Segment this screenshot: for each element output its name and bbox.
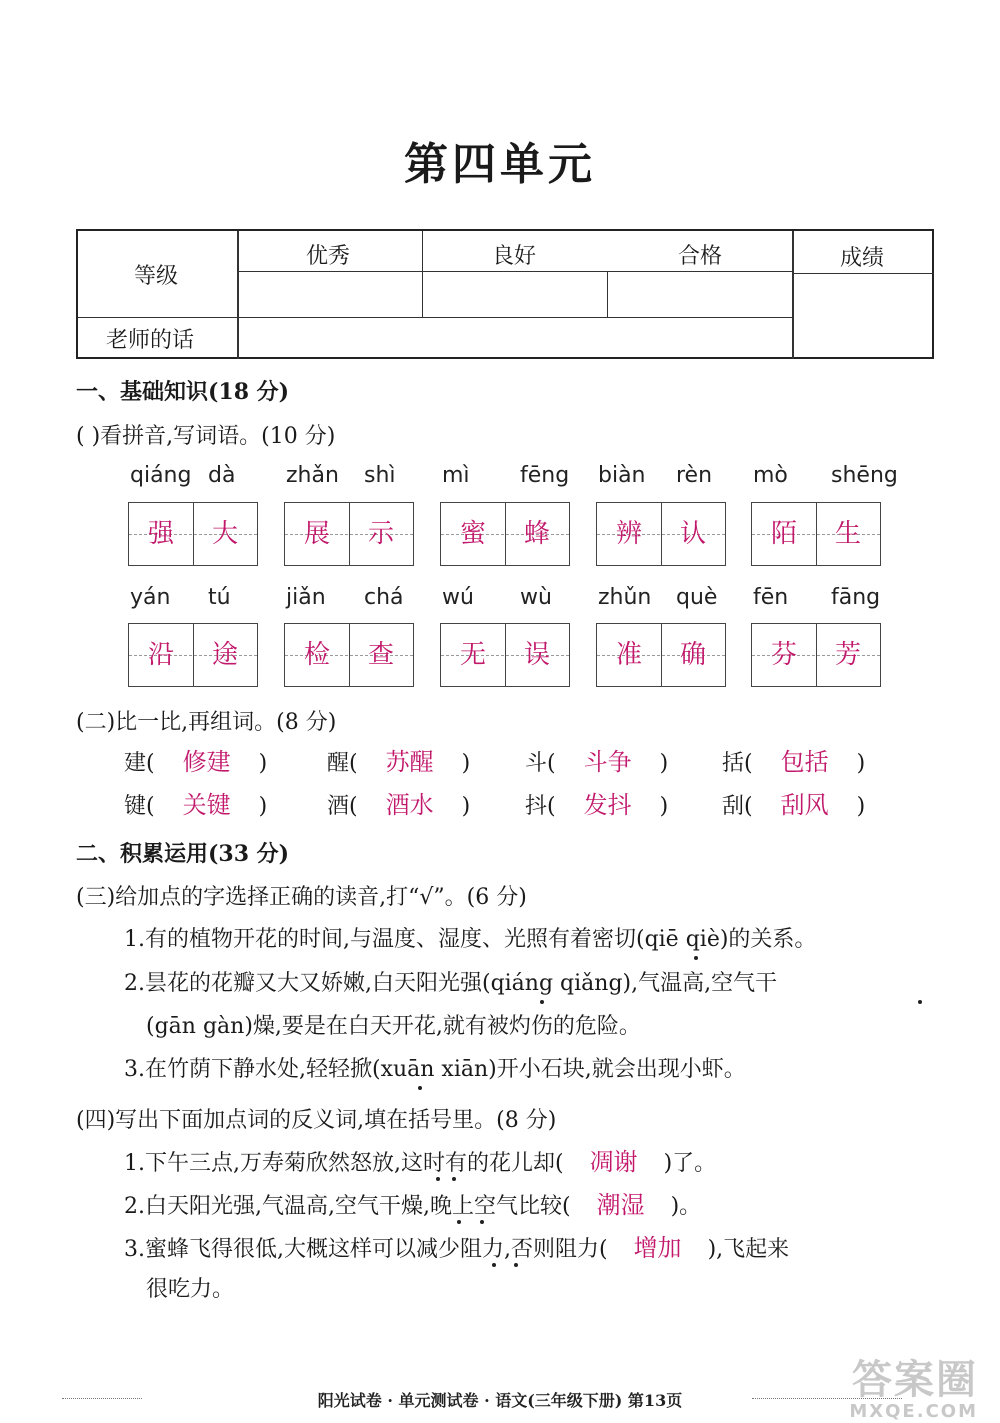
- q1-heading: ( )看拼音,写词语。(10 分): [76, 424, 336, 449]
- teacher-comment-label: 老师的话: [106, 328, 195, 353]
- pair-answer: 包括: [780, 748, 829, 776]
- compare-pair: [327, 793, 470, 818]
- pair-close: ): [258, 751, 268, 776]
- answer-character: 陌: [770, 519, 797, 549]
- writing-grid-box: [751, 623, 881, 687]
- compare-pair: [124, 750, 267, 775]
- watermark-line2: MXQE.COM: [849, 1401, 978, 1422]
- pinyin-syllable: dà: [208, 463, 236, 488]
- level-label: 等级: [134, 264, 179, 289]
- emphasis-dot: [480, 1220, 484, 1224]
- pair-answer: 修建: [182, 748, 231, 776]
- pair-answer: 苏醒: [385, 748, 434, 776]
- answer-character: 查: [367, 640, 394, 670]
- pinyin-syllable: zhǎn: [286, 463, 339, 488]
- writing-grid-box: [284, 623, 414, 687]
- pair-character: 抖(: [525, 794, 556, 819]
- compare-pair: [722, 793, 865, 818]
- pinyin-syllable: biàn: [598, 463, 646, 488]
- q4-s3-close: ),飞起来: [707, 1237, 790, 1262]
- pair-close: ): [856, 794, 866, 819]
- section-basic-knowledge: 一、基础知识(18 分): [76, 379, 290, 405]
- q4-s1-close: )了。: [663, 1151, 717, 1176]
- pair-answer: 酒水: [385, 791, 434, 819]
- emphasis-dot: [514, 1263, 518, 1267]
- emphasis-dot: [436, 1177, 440, 1181]
- q4-s1-answer: 凋谢: [589, 1148, 638, 1176]
- answer-character: 芳: [834, 640, 861, 670]
- pinyin-syllable: shēng: [831, 463, 898, 488]
- q3-line-2: 2.昙花的花瓣又大又娇嫩,白天阳光强(qiáng qiǎng),气温高,空气干: [124, 971, 778, 996]
- compare-pair: [525, 793, 668, 818]
- section-accumulation: 二、积累运用(33 分): [76, 841, 290, 867]
- q4-s3-answer: 增加: [633, 1234, 682, 1262]
- watermark-line1: 答案圈: [852, 1357, 978, 1403]
- emphasis-dot: [418, 1086, 422, 1090]
- pair-close: ): [659, 751, 669, 776]
- q3-line-1: 1.有的植物开花的时间,与温度、湿度、光照有着密切(qiē qiè)的关系。: [124, 927, 817, 952]
- pinyin-syllable: què: [676, 585, 718, 610]
- emphasis-dot: [540, 1000, 544, 1004]
- pinyin-syllable: yán: [130, 585, 171, 610]
- writing-grid-box: [440, 623, 570, 687]
- pair-character: 酒(: [327, 794, 358, 819]
- grade-table: [76, 229, 934, 359]
- pair-answer: 斗争: [583, 748, 632, 776]
- page-footer: 阳光试卷 · 单元测试卷 · 语文(三年级下册) 第13页: [317, 1391, 683, 1410]
- answer-character: 蜂: [523, 519, 550, 549]
- writing-grid-box: [284, 502, 414, 566]
- q3-heading: (三)给加点的字选择正确的读音,打“√”。(6 分): [76, 885, 527, 910]
- q4-heading: (四)写出下面加点词的反义词,填在括号里。(8 分): [76, 1108, 557, 1133]
- pair-close: ): [461, 794, 471, 819]
- writing-grid-box: [596, 502, 726, 566]
- pair-character: 醒(: [327, 751, 358, 776]
- pinyin-syllable: fēn: [753, 585, 789, 610]
- pinyin-syllable: mò: [753, 463, 788, 488]
- answer-character: 蜜: [459, 519, 486, 549]
- pinyin-syllable: chá: [364, 585, 404, 610]
- pair-close: ): [856, 751, 866, 776]
- good-label: 良好: [492, 244, 537, 269]
- emphasis-dot: [457, 1220, 461, 1224]
- writing-grid-box: [596, 623, 726, 687]
- pair-character: 建(: [124, 751, 155, 776]
- q4-sentence-2: [124, 1193, 701, 1218]
- answer-character: 误: [523, 640, 550, 670]
- writing-grid-box: [440, 502, 570, 566]
- pinyin-syllable: tú: [208, 585, 231, 610]
- pair-character: 刮(: [722, 794, 753, 819]
- pair-close: ): [258, 794, 268, 819]
- answer-character: 准: [615, 640, 642, 670]
- q4-s2-answer: 潮湿: [596, 1191, 645, 1219]
- answer-character: 途: [211, 640, 238, 670]
- page-title: 第四单元: [404, 139, 596, 190]
- score-label: 成绩: [840, 246, 885, 271]
- pair-close: ): [461, 751, 471, 776]
- pass-label: 合格: [678, 244, 723, 269]
- watermark-logo: [849, 1348, 978, 1422]
- pair-character: 斗(: [525, 751, 556, 776]
- answer-character: 展: [303, 519, 330, 549]
- writing-grid-box: [751, 502, 881, 566]
- pinyin-syllable: wù: [520, 585, 552, 610]
- excellent-label: 优秀: [306, 244, 351, 269]
- pinyin-syllable: zhǔn: [598, 585, 652, 610]
- pinyin-syllable: fēng: [520, 463, 570, 488]
- answer-character: 示: [367, 519, 394, 549]
- answer-character: 强: [147, 519, 174, 549]
- answer-character: 芬: [770, 640, 797, 670]
- q4-sentence-3: [124, 1236, 789, 1261]
- answer-character: 沿: [147, 640, 174, 670]
- emphasis-dot: [694, 956, 698, 960]
- pinyin-syllable: mì: [442, 463, 470, 488]
- pair-answer: 刮风: [780, 791, 829, 819]
- q4-s2-close: )。: [670, 1194, 702, 1219]
- emphasis-dot: [918, 1000, 922, 1004]
- pair-close: ): [659, 794, 669, 819]
- q2-heading: (二)比一比,再组词。(8 分): [76, 710, 337, 735]
- pinyin-syllable: qiáng: [130, 463, 192, 488]
- answer-character: 辨: [615, 519, 642, 549]
- compare-pair: [327, 750, 470, 775]
- pinyin-syllable: jiǎn: [286, 585, 326, 610]
- answer-character: 无: [459, 640, 486, 670]
- answer-character: 确: [679, 640, 706, 670]
- q4-sentence-3-cont: 很吃力。: [146, 1277, 235, 1302]
- pair-answer: 关键: [182, 791, 231, 819]
- answer-character: 大: [211, 519, 238, 549]
- q3-line-3: (gān gàn)燥,要是在白天开花,就有被灼伤的危险。: [146, 1014, 641, 1039]
- pair-character: 括(: [722, 751, 753, 776]
- compare-pair: [124, 793, 267, 818]
- emphasis-dot: [452, 1177, 456, 1181]
- q3-line-4: 3.在竹荫下静水处,轻轻掀(xuān xiān)开小石块,就会出现小虾。: [124, 1057, 746, 1082]
- pinyin-syllable: rèn: [676, 463, 713, 488]
- q4-sentence-1: [124, 1150, 716, 1175]
- emphasis-dot: [492, 1263, 496, 1267]
- answer-character: 认: [679, 519, 706, 549]
- pinyin-syllable: wú: [442, 585, 474, 610]
- writing-grid-box: [128, 502, 258, 566]
- writing-grid-box: [128, 623, 258, 687]
- q4-s3-text: 3.蜜蜂飞得很低,大概这样可以减少阻力,否则阻力(: [124, 1237, 608, 1262]
- pair-answer: 发抖: [583, 791, 632, 819]
- pinyin-syllable: shì: [364, 463, 396, 488]
- answer-character: 检: [303, 640, 330, 670]
- pair-character: 键(: [124, 794, 155, 819]
- answer-character: 生: [834, 519, 861, 549]
- pinyin-syllable: fāng: [831, 585, 881, 610]
- compare-pair: [722, 750, 865, 775]
- q4-s1-text: 1.下午三点,万寿菊欣然怒放,这时有的花儿却(: [124, 1151, 564, 1176]
- q4-s2-text: 2.白天阳光强,气温高,空气干燥,晚上空气比较(: [124, 1194, 571, 1219]
- compare-pair: [525, 750, 668, 775]
